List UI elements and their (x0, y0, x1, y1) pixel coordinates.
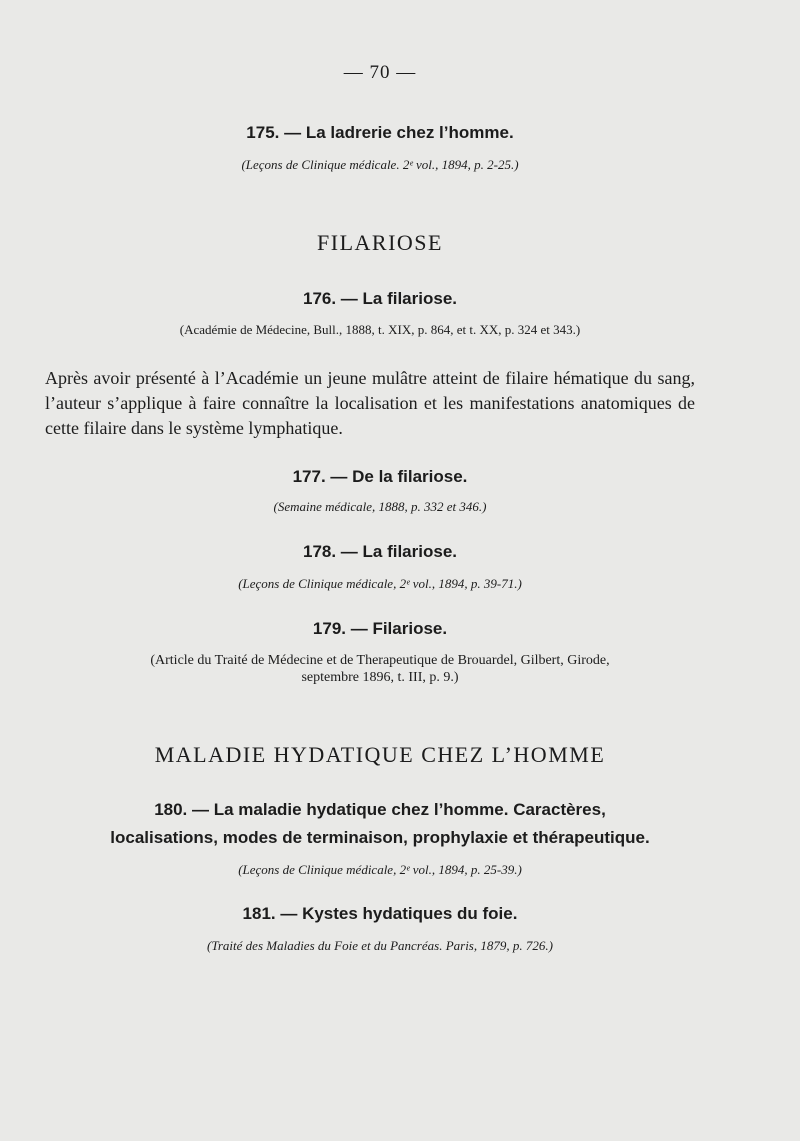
section-heading-hydatique: MALADIE HYDATIQUE CHEZ L’HOMME (154, 742, 606, 767)
entry-177-reference: (Semaine médicale, 1888, p. 332 et 346.) (273, 499, 487, 514)
entry-180-title-line2: localisations, modes de terminaison, prophylaxie et thérapeutique. (110, 828, 650, 847)
entry-179-reference-line2: septembre 1896, t. III, p. 9.) (301, 670, 459, 685)
entry-175-reference: (Leçons de Clinique médicale. 2ᵉ vol., 1894, p. 2-25.) (241, 157, 519, 172)
entry-181-title: 181. — Kystes hydatiques du foie. (242, 904, 518, 923)
entry-176-summary-paragraph: Après avoir présenté à l’Académie un jeune mulâtre atteint de filaire hématique du sang, l’auteur s’applique à faire connaître la localisation et les manifestations anatomiques de cette filaire dans le système lymphatique. (45, 368, 695, 438)
page-number: — 70 — (343, 62, 417, 83)
entry-179-reference-line1: (Article du Traité de Médecine et de Therapeutique de Brouardel, Gilbert, Girode, (150, 653, 610, 668)
entry-175-title: 175. — La ladrerie chez l’homme. (246, 123, 514, 142)
entry-176-title: 176. — La filariose. (302, 289, 457, 308)
entry-179-title: 179. — Filariose. (312, 619, 448, 638)
entry-181-reference: (Traité des Maladies du Foie et du Pancréas. Paris, 1879, p. 726.) (207, 938, 553, 953)
entry-180-title-line1: 180. — La maladie hydatique chez l’homme. Caractères, (154, 800, 606, 819)
entry-176-reference: (Académie de Médecine, Bull., 1888, t. XIX, p. 864, et t. XX, p. 324 et 343.) (179, 322, 581, 337)
entry-178-reference: (Leçons de Clinique médicale, 2ᵉ vol., 1894, p. 39-71.) (238, 576, 522, 591)
entry-178-title: 178. — La filariose. (302, 542, 457, 561)
entry-177-title: 177. — De la filariose. (292, 467, 468, 486)
entry-180-reference: (Leçons de Clinique médicale, 2ᵉ vol., 1894, p. 25-39.) (238, 862, 522, 877)
section-heading-filariose: FILARIOSE (317, 230, 443, 255)
